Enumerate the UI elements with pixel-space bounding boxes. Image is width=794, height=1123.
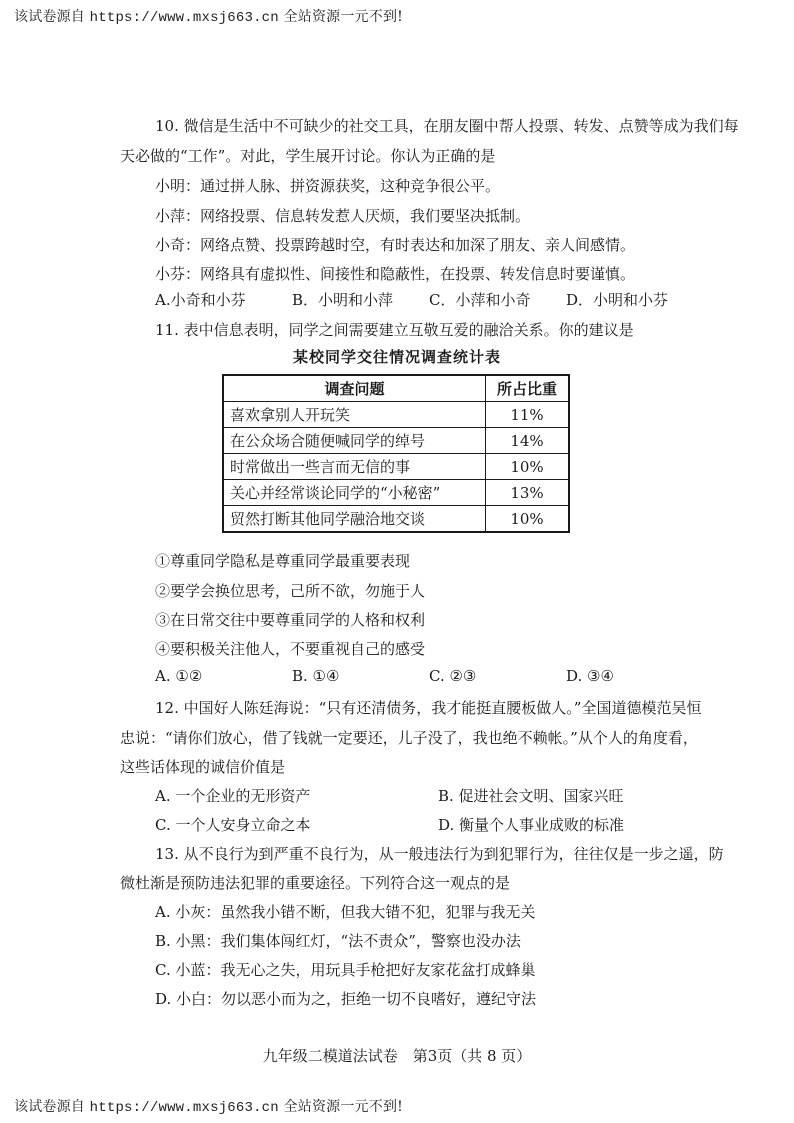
q11-table-title: 某校同学交往情况调查统计表 — [292, 348, 501, 366]
q11-stem: 11. 表中信息表明，同学之间需要建立互敬互爱的融洽关系。你的建议是 — [155, 321, 634, 339]
banner-url[interactable]: https://www.mxsj663.cn — [89, 1100, 279, 1116]
q10-option-c: C．小萍和小奇 — [429, 291, 531, 309]
q13-stem-line2: 微杜渐是预防违法犯罪的重要途径。下列符合这一观点的是 — [120, 874, 511, 892]
row-share: 14% — [486, 428, 570, 454]
table-row — [223, 428, 569, 454]
row-question: 贸然打断其他同学融洽地交谈 — [223, 506, 486, 533]
q13-option-c: C. 小蓝：我无心之失，用玩具手枪把好友家花盆打成蜂巢 — [155, 961, 536, 979]
q13-stem-line1: 13. 从不良行为到严重不良行为，从一般违法行为到犯罪行为，往往仅是一步之遥，防 — [155, 845, 724, 863]
q13-option-b: B. 小黑：我们集体闯红灯，“法不责众”，警察也没办法 — [155, 932, 521, 950]
header-share: 所占比重 — [486, 375, 570, 402]
q13-option-a: A. 小灰：虽然我小错不断，但我大错不犯，犯罪与我无关 — [155, 903, 536, 921]
banner-tagline: 全站资源一元不到! — [283, 1099, 403, 1115]
source-banner-top — [14, 6, 403, 26]
row-share: 11% — [486, 402, 570, 428]
q10-option-a: A.小奇和小芬 — [155, 291, 246, 309]
table-row — [223, 454, 569, 480]
table-row — [223, 506, 569, 533]
q11-statement-3: ③在日常交往中要尊重同学的人格和权利 — [155, 611, 426, 629]
table-row — [223, 402, 569, 428]
q12-stem-line2: 忠说：“请你们放心，借了钱就一定要还，儿子没了，我也绝不赖帐。”从个人的角度看， — [120, 729, 698, 747]
q11-statement-1: ①尊重同学隐私是尊重同学最重要表现 — [155, 552, 411, 570]
banner-label: 该试卷源自 — [14, 9, 85, 25]
row-share: 10% — [486, 454, 570, 480]
q10-opinion-xiaoming: 小明：通过拼人脉、拼资源获奖，这种竞争很公平。 — [155, 177, 501, 195]
row-share: 10% — [486, 506, 570, 533]
table-header-row — [223, 375, 569, 402]
q11-option-d: D. ③④ — [566, 667, 614, 685]
row-share: 13% — [486, 480, 570, 506]
q12-option-c: C. 一个人安身立命之本 — [155, 816, 311, 834]
banner-url[interactable]: https://www.mxsj663.cn — [89, 10, 279, 26]
row-question: 时常做出一些言而无信的事 — [223, 454, 486, 480]
q11-option-c: C. ②③ — [429, 667, 477, 685]
q12-option-b: B. 促进社会文明、国家兴旺 — [438, 787, 624, 805]
q10-opinion-xiaofen: 小芬：网络具有虚拟性、间接性和隐蔽性，在投票、转发信息时要谨慎。 — [155, 265, 636, 283]
q11-survey-table — [222, 374, 570, 533]
q10-stem-line1: 10. 微信是生活中不可缺少的社交工具，在朋友圈中帮人投票、转发、点赞等成为我们每 — [155, 117, 739, 135]
q12-stem-line1: 12. 中国好人陈廷海说：“只有还清债务，我才能挺直腰板做人。”全国道德模范吴恒 — [155, 699, 702, 717]
q10-opinion-xiaoqi: 小奇：网络点赞、投票跨越时空，有时表达和加深了朋友、亲人间感情。 — [155, 236, 636, 254]
q12-option-a: A. 一个企业的无形资产 — [155, 787, 311, 805]
table-row — [223, 480, 569, 506]
row-question: 在公众场合随便喊同学的绰号 — [223, 428, 486, 454]
q11-option-b: B. ①④ — [292, 667, 340, 685]
q13-option-d: D. 小白：勿以恶小而为之，拒绝一切不良嗜好，遵纪守法 — [155, 990, 537, 1008]
row-question: 关心并经常谈论同学的“小秘密” — [223, 480, 486, 506]
q12-stem-line3: 这些话体现的诚信价值是 — [120, 758, 286, 776]
banner-label: 该试卷源自 — [14, 1099, 85, 1115]
q11-statement-4: ④要积极关注他人，不要重视自己的感受 — [155, 640, 426, 658]
q12-option-d: D. 衡量个人事业成败的标准 — [438, 816, 625, 834]
q10-opinion-xiaoping: 小萍：网络投票、信息转发惹人厌烦，我们要坚决抵制。 — [155, 207, 531, 225]
q10-stem-line2: 天必做的“工作”。对此，学生展开讨论。你认为正确的是 — [120, 147, 496, 165]
page-footer: 九年级二模道法试卷 第3页（共 8 页） — [262, 1047, 532, 1065]
header-question: 调查问题 — [223, 375, 486, 402]
q10-option-b: B．小明和小萍 — [292, 291, 394, 309]
banner-tagline: 全站资源一元不到! — [283, 9, 403, 25]
q11-statement-2: ②要学会换位思考，己所不欲，勿施于人 — [155, 582, 426, 600]
q11-option-a: A. ①② — [155, 667, 203, 685]
source-banner-bottom — [14, 1096, 403, 1116]
row-question: 喜欢拿别人开玩笑 — [223, 402, 486, 428]
q10-option-d: D．小明和小芬 — [566, 291, 669, 309]
